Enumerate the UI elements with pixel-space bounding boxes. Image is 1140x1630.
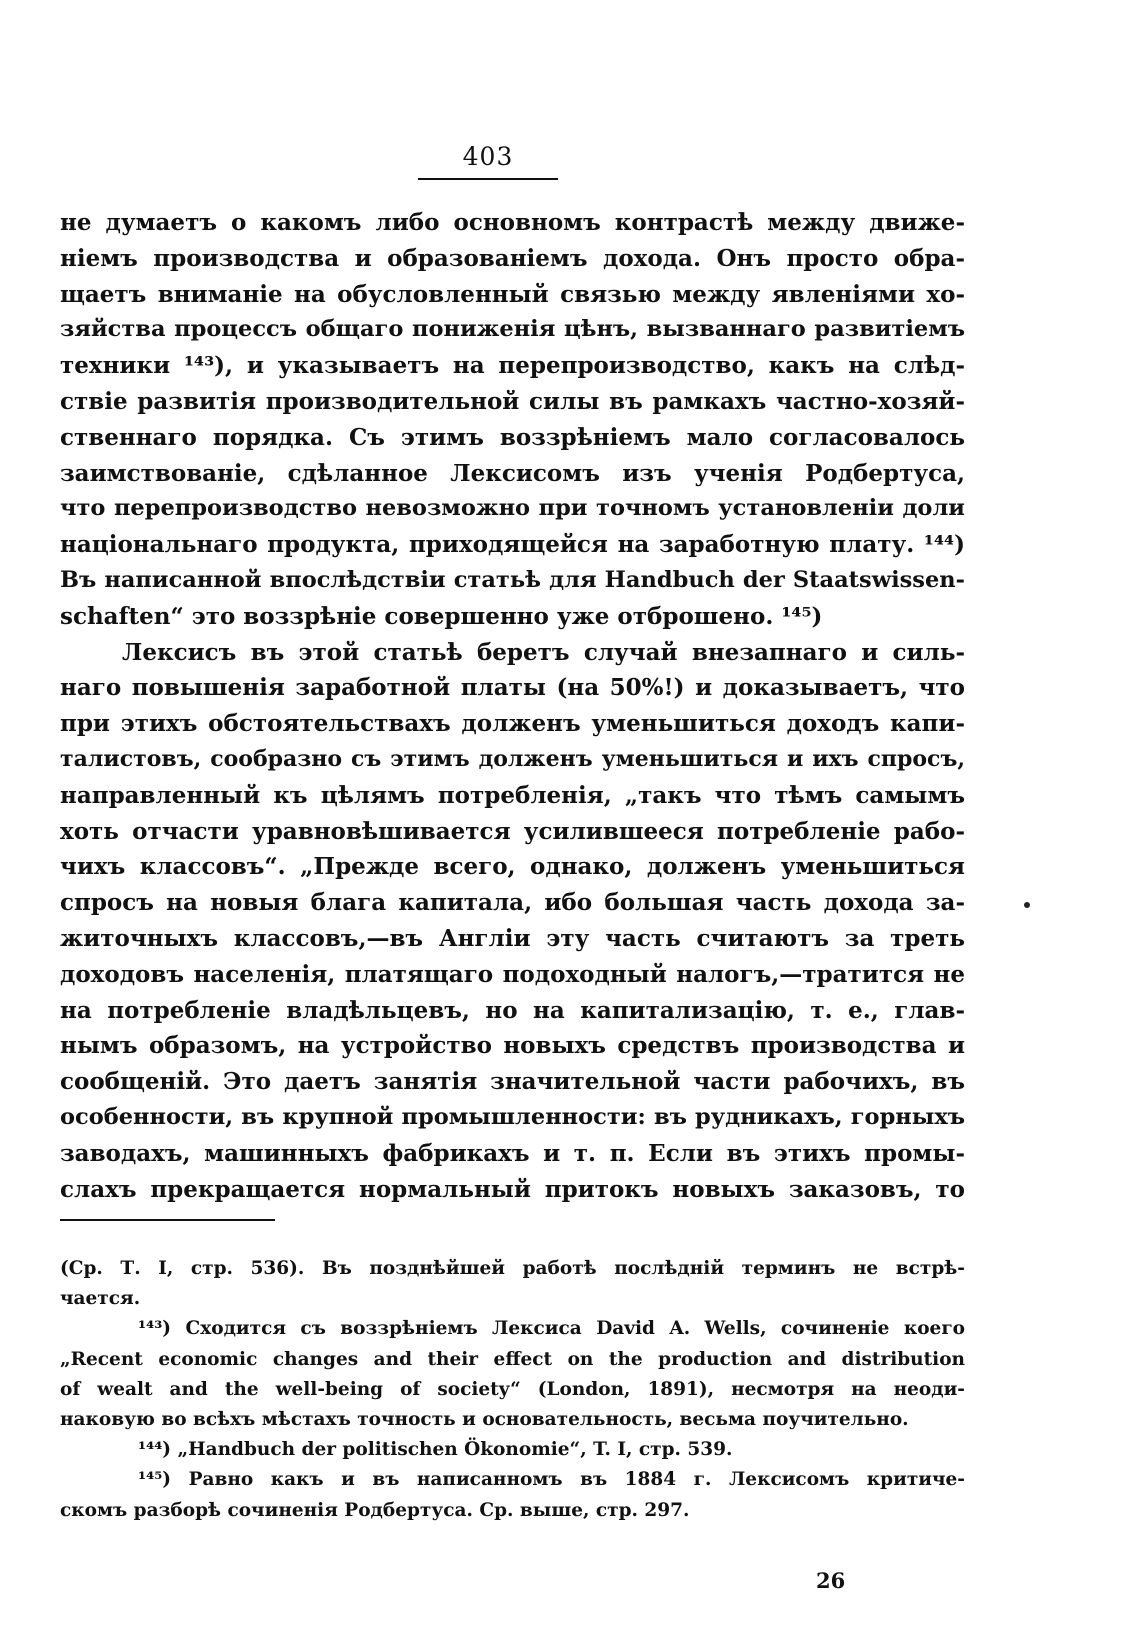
footnote-line: „Recent economic changes and their effect on the production and distribution [60,1348,965,1370]
footnote-line: чается. [60,1288,141,1310]
print-speck [1024,902,1030,908]
text-line: наго повышенія заработной платы (на 50%!) и доказываетъ, что [60,674,965,702]
text-line: ніемъ производства и образованіемъ дохода. Онъ просто обра- [60,244,965,272]
main-text [60,205,965,1207]
page-number-rule [418,178,558,180]
text-line: щаетъ вниманіе на обусловленный связью между явленіями хо- [60,280,965,308]
text-line: зяйства процессъ общаго пониженія цѣнъ, вызваннаго развитіемъ [60,316,965,343]
footnote-line: (Ср. Т. I, стр. 536). Въ позднѣйшей работѣ послѣдній терминъ не встрѣ- [60,1258,965,1279]
text-line: хоть отчасти уравновѣшивается усилившееся потребленіе рабо- [60,817,965,845]
text-line: національнаго продукта, приходящейся на заработную плату. ¹⁴⁴) [60,531,965,559]
footnote-line: скомъ разборѣ сочиненія Родбертуса. Ср. выше, стр. 297. [60,1499,690,1521]
text-line: Въ написанной впослѣдствіи статьѣ для Handbuch der Staatswissen- [60,566,965,593]
text-line: заводахъ, машинныхъ фабрикахъ и т. п. Если въ этихъ промы- [60,1139,965,1167]
text-line: житочныхъ классовъ,—въ Англіи эту часть считаютъ за треть [60,924,965,952]
footnotes [60,1254,965,1526]
footnote-line: of wealt and the well-being of society“ (London, 1891), несмотря на неоди- [60,1378,965,1400]
page-number: 403 [462,142,514,171]
footnote-145: ¹⁴⁵) Равно какъ и въ написанномъ въ 1884 г. Лексисомъ критиче- [138,1469,965,1491]
paragraph-start-line: Лексисъ въ этой статьѣ беретъ случай внезапнаго и силь- [122,638,965,666]
text-line: доходовъ населенія, платящаго подоходный налогъ,—тратится не [60,960,965,988]
footnote-separator [60,1219,275,1221]
footnote-144: ¹⁴⁴) „Handbuch der politischen Ökonomie“, T. I, стр. 539. [138,1439,733,1461]
text-line: на потребленіе владѣльцевъ, но на капитализацію, т. е., глав- [60,996,965,1024]
text-line: не думаетъ о какомъ либо основномъ контрастѣ между движе- [60,209,965,236]
text-line: талистовъ, сообразно съ этимъ долженъ уменьшиться и ихъ спросъ, [60,745,965,772]
signature-mark: 26 [816,1568,846,1593]
text-line: направленный къ цѣлямъ потребленія, „такъ что тѣмъ самымъ [60,781,965,809]
text-line: слахъ прекращается нормальный притокъ новыхъ заказовъ, то [60,1175,965,1203]
text-line: заимствованіе, сдѣланное Лексисомъ изъ ученія Родбертуса, [60,459,965,487]
text-line: schaften“ это воззрѣніе совершенно уже отброшено. ¹⁴⁵) [60,602,823,630]
text-line: особенности, въ крупной промышленности: въ рудникахъ, горныхъ [60,1103,965,1130]
text-line: ствіе развитія производительной силы въ рамкахъ частно-хозяй- [60,387,965,415]
text-line: техники ¹⁴³), и указываетъ на перепроизводство, какъ на слѣд- [60,352,965,380]
text-line: при этихъ обстоятельствахъ долженъ уменьшиться доходъ капи- [60,710,965,738]
text-line: сообщеній. Это даетъ занятія значительной части рабочихъ, въ [60,1068,965,1096]
text-line: спросъ на новыя блага капитала, ибо большая часть дохода за- [60,889,965,917]
text-line: что перепроизводство невозможно при точномъ установленіи доли [60,495,965,522]
footnote-line: наковую во всѣхъ мѣстахъ точность и основательность, весьма поучительно. [60,1408,909,1430]
text-line: ственнаго порядка. Съ этимъ воззрѣніемъ мало согласовалось [60,423,965,451]
text-line: нымъ образомъ, на устройство новыхъ средствъ производства и [60,1032,965,1060]
text-line: чихъ классовъ“. „Прежде всего, однако, долженъ уменьшиться [60,853,965,881]
footnote-143: ¹⁴³) Сходится съ воззрѣніемъ Лексиса David A. Wells, сочиненіе коего [138,1318,965,1340]
